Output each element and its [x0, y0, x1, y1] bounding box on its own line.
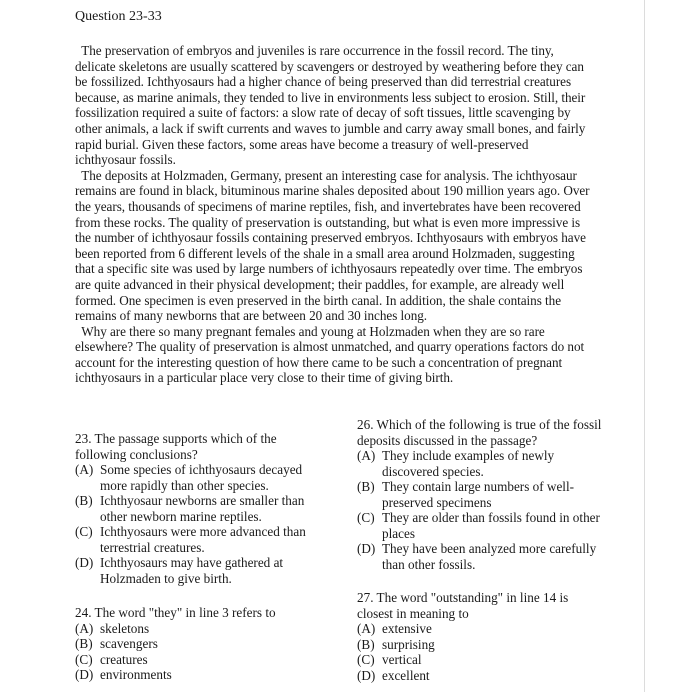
option-text: They contain large numbers of well-	[382, 479, 575, 494]
option-text: than other fossils.	[382, 556, 476, 572]
option-text: extensive	[382, 621, 432, 636]
passage-line: ichthyosaurs in a particular place very close to their time of giving birth.	[75, 370, 454, 386]
page-title: Question 23-33	[75, 9, 162, 24]
question-23	[75, 431, 306, 586]
page-edge-divider	[644, 0, 645, 692]
passage-line: are quite advanced in their physical development; their paddles, for example, are already well	[75, 276, 565, 292]
option-text: preserved specimens	[382, 494, 492, 510]
option-text: Ichthyosaurs may have gathered at	[100, 555, 284, 570]
option-letter: (B)	[75, 636, 93, 651]
option-text: Ichthyosaur newborns are smaller than	[100, 493, 305, 508]
option-letter: (C)	[357, 510, 375, 525]
question-stem: deposits discussed in the passage?	[357, 432, 538, 448]
answer-option-d[interactable]	[357, 541, 601, 572]
passage-line: the years, thousands of specimens of marine reptiles, fish, and invertebrates have been recovered	[75, 198, 581, 214]
option-text: skeletons	[100, 620, 150, 636]
passage-line: the number of ichthyosaur fossils containing preserved embryos. Ichthyosaurs with embryos have	[75, 230, 586, 246]
option-letter: (B)	[357, 479, 375, 494]
option-letter: (C)	[75, 524, 93, 539]
passage-line: delicate skeletons are usually scattered by scavengers or destroyed by weathering before they can	[75, 58, 584, 74]
question-24	[75, 605, 276, 683]
passage-line: be fossilized. Ichthyosaurs had a higher chance of being preserved than did terrestrial creatures	[75, 74, 572, 90]
answer-option-a[interactable]	[357, 621, 568, 637]
passage-line: because, as marine animals, they tended to live in environments less subject to erosion. Still, their	[75, 89, 586, 105]
passage-line: rapid burial. Given these factors, some areas have become a treasury of well-preserved	[75, 136, 529, 152]
option-letter: (A)	[75, 620, 94, 636]
passage-line: account for the interesting question of how there came to be such a concentration of pregnant	[75, 354, 563, 370]
passage-line: been reported from 6 different levels of the shale in a small area around Holzmaden, suggesting	[75, 245, 575, 261]
question-stem: closest in meaning to	[357, 605, 469, 621]
question-stem: following conclusions?	[75, 446, 198, 462]
passage-line: elsewhere? The quality of preservation is almost unmatched, and quarry operations factors do not	[75, 339, 585, 355]
answer-option-a[interactable]	[75, 462, 306, 493]
option-text: They have been analyzed more carefully	[382, 541, 597, 556]
answer-option-c[interactable]	[75, 524, 306, 555]
passage-line: other animals, a lack if swift currents and waves to jumble and carry away small bones, and fairly	[75, 120, 586, 136]
answer-option-d[interactable]	[75, 667, 276, 683]
answer-option-b[interactable]	[75, 493, 306, 524]
option-letter: (D)	[75, 555, 94, 570]
option-letter: (D)	[75, 667, 94, 682]
answer-option-a[interactable]	[357, 448, 601, 479]
passage-line: remains of many newborns that are between 20 and 30 inches long.	[75, 308, 428, 324]
answer-option-b[interactable]	[75, 636, 276, 652]
passage-line: ichthyosaur fossils.	[75, 152, 176, 168]
answer-option-c[interactable]	[357, 510, 601, 541]
question-stem: 27. The word "outstanding" in line 14 is	[357, 590, 569, 605]
answer-option-b[interactable]	[357, 637, 568, 653]
option-text: surprising	[382, 636, 435, 652]
passage-line: formed. One specimen is even preserved in the birth canal. In addition, the shale contains the	[75, 292, 562, 308]
passage-line: that a specific site was used by large numbers of ichthyosaurs repeatedly over time. The embryos	[75, 261, 583, 277]
option-letter: (B)	[75, 493, 93, 508]
option-text: Holzmaden to give birth.	[100, 570, 232, 586]
option-letter: (D)	[357, 667, 376, 683]
option-text: places	[382, 525, 415, 541]
option-text: creatures	[100, 651, 148, 667]
answer-option-d[interactable]	[357, 668, 568, 684]
passage-line: The preservation of embryos and juveniles is rare occurrence in the fossil record. The tiny,	[75, 43, 554, 58]
option-letter: (A)	[75, 462, 94, 477]
passage-line: remains are found in black, bituminous marine shales deposited about 190 million years ago. Over	[75, 183, 590, 199]
answer-option-b[interactable]	[357, 479, 601, 510]
answer-option-c[interactable]	[357, 652, 568, 668]
passage-line: The deposits at Holzmaden, Germany, present an interesting case for analysis. The ichthyosaur	[75, 167, 577, 183]
question-stem: 23. The passage supports which of the	[75, 431, 277, 446]
option-text: terrestrial creatures.	[100, 539, 205, 555]
option-text: discovered species.	[382, 463, 484, 479]
question-stem: 24. The word "they" in line 3 refers to	[75, 605, 276, 620]
passage-line: Why are there so many pregnant females and young at Holzmaden when they are so rare	[75, 323, 545, 339]
option-letter: (A)	[357, 621, 376, 636]
option-text: They are older than fossils found in other	[382, 510, 600, 525]
option-text: scavengers	[100, 636, 158, 651]
question-26	[357, 417, 601, 572]
reading-passage	[75, 43, 640, 386]
passage-line: from these rocks. The quality of preservation is outstanding, but what is even more impressive is	[75, 214, 581, 230]
option-text: more rapidly than other species.	[100, 477, 269, 493]
passage-line: fossilization required a suite of factors: a slow rate of decay of soft tissues, little scavenging by	[75, 105, 571, 121]
question-stem: 26. Which of the following is true of the fossil	[357, 417, 602, 432]
option-letter: (A)	[357, 448, 376, 463]
answer-option-d[interactable]	[75, 555, 306, 586]
option-letter: (C)	[357, 652, 375, 667]
option-text: other newborn marine reptiles.	[100, 508, 262, 524]
answer-option-a[interactable]	[75, 621, 276, 637]
option-text: excellent	[382, 667, 430, 683]
option-text: environments	[100, 667, 172, 682]
option-text: vertical	[382, 652, 422, 667]
option-text: Ichthyosaurs were more advanced than	[100, 524, 306, 539]
option-text: Some species of ichthyosaurs decayed	[100, 462, 303, 477]
answer-option-c[interactable]	[75, 652, 276, 668]
question-27	[357, 590, 568, 683]
option-letter: (C)	[75, 651, 93, 667]
option-text: They include examples of newly	[382, 448, 555, 463]
option-letter: (D)	[357, 541, 376, 556]
option-letter: (B)	[357, 636, 375, 652]
